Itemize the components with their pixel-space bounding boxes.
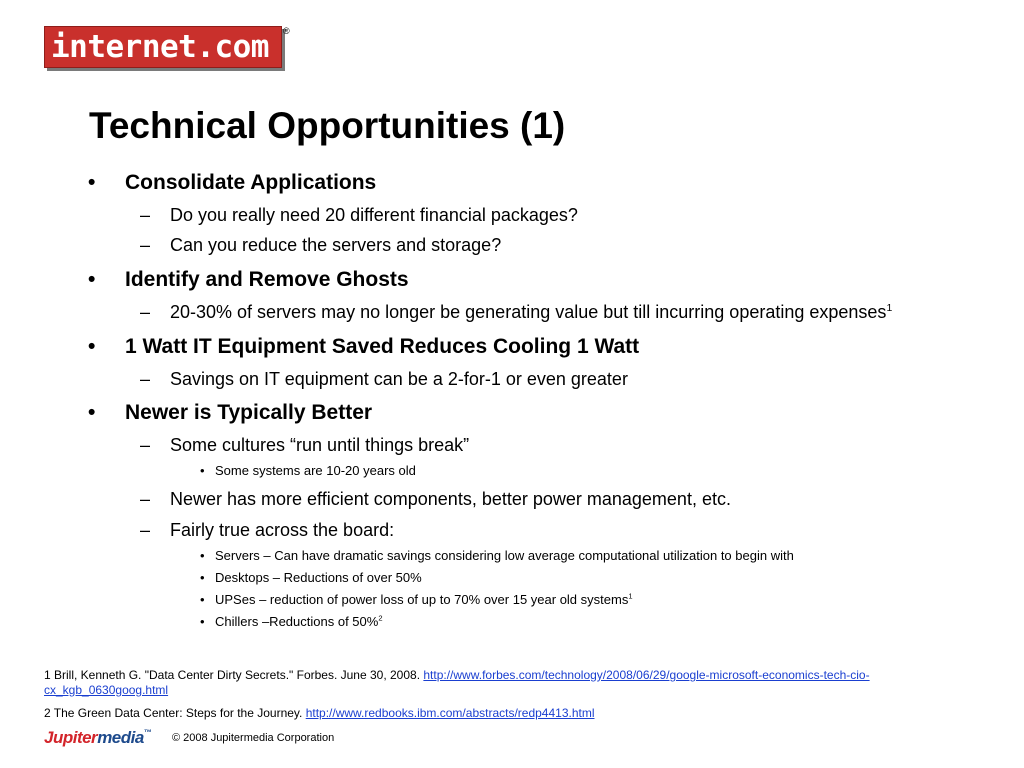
sub-sub-marker: • <box>200 463 205 478</box>
footnote-1-link[interactable]: http://www.forbes.com/technology/2008/06/29/google-microsoft-economics-tech-cio-cx_kgb_0630goog.html <box>44 668 870 697</box>
registered-mark: ® <box>283 26 290 36</box>
sub-sub-bullet-text: Chillers –Reductions of 50% <box>215 614 379 629</box>
dash-marker: – <box>140 520 151 540</box>
sub-bullet-savings-it: Savings on IT equipment can be a 2-for-1 or even greater <box>170 369 628 389</box>
bullet-marker: • <box>88 268 96 291</box>
sub-sub-bullet-upses <box>215 593 633 608</box>
sub-bullet-reduce-servers: Can you reduce the servers and storage? <box>170 235 502 255</box>
brand-tm: ™ <box>143 728 152 737</box>
bullet-1-watt: 1 Watt IT Equipment Saved Reduces Cooling 1 Watt <box>125 335 640 358</box>
sub-sub-bullet-text: UPSes – reduction of power loss of up to 70% over 15 year old systems <box>215 592 629 607</box>
bullet-marker: • <box>88 171 96 194</box>
footnote-ref: 1 <box>628 591 633 601</box>
sub-bullet-run-until-break: Some cultures “run until things break” <box>170 435 470 455</box>
sub-sub-bullet-servers: Servers – Can have dramatic savings considering low average computational utilization to begin with <box>215 548 794 563</box>
dash-marker: – <box>140 302 151 322</box>
footnote-ref: 1 <box>886 303 893 314</box>
bullet-identify-remove-ghosts: Identify and Remove Ghosts <box>125 268 409 291</box>
sub-bullet-efficient-components: Newer has more efficient components, better power management, etc. <box>170 489 731 509</box>
bullet-marker: • <box>88 335 96 358</box>
dash-marker: – <box>140 435 151 455</box>
footnote-2-link[interactable]: http://www.redbooks.ibm.com/abstracts/redp4413.html <box>305 706 595 720</box>
dash-marker: – <box>140 205 151 225</box>
dash-marker: – <box>140 489 151 509</box>
sub-sub-marker: • <box>200 592 205 607</box>
internet-com-logo <box>44 26 282 68</box>
bullet-newer-better: Newer is Typically Better <box>125 401 373 424</box>
sub-bullet-text: 20-30% of servers may no longer be generating value but till incurring operating expenses <box>170 302 887 322</box>
sub-sub-bullet-desktops: Desktops – Reductions of over 50% <box>215 570 422 585</box>
footnote-1 <box>44 668 964 698</box>
dash-marker: – <box>140 369 151 389</box>
bullet-marker: • <box>88 401 96 424</box>
slide-title: Technical Opportunities (1) <box>89 105 566 146</box>
dash-marker: – <box>140 235 151 255</box>
bullet-consolidate-applications: Consolidate Applications <box>125 171 377 194</box>
sub-sub-bullet-10-20-years: Some systems are 10-20 years old <box>215 463 416 478</box>
jupitermedia-logo <box>44 728 151 748</box>
footnote-1-text: 1 Brill, Kenneth G. "Data Center Dirty Secrets." Forbes. June 30, 2008. <box>44 668 424 682</box>
sub-sub-marker: • <box>200 614 205 629</box>
footnote-ref: 2 <box>378 613 383 623</box>
logo-text: internet.com <box>51 28 269 65</box>
sub-bullet-ghost-servers <box>170 302 892 323</box>
brand-jupiter: Jupiter <box>44 728 98 747</box>
footnote-2-text: 2 The Green Data Center: Steps for the Journey. <box>44 706 306 720</box>
sub-bullet-across-board: Fairly true across the board: <box>170 520 395 540</box>
sub-bullet-financial-packages: Do you really need 20 different financial packages? <box>170 205 578 225</box>
brand-media: media <box>97 728 144 747</box>
sub-sub-marker: • <box>200 548 205 563</box>
sub-sub-marker: • <box>200 570 205 585</box>
copyright: © 2008 Jupitermedia Corporation <box>172 732 335 744</box>
sub-sub-bullet-chillers <box>215 615 383 630</box>
footnote-2 <box>44 706 964 721</box>
